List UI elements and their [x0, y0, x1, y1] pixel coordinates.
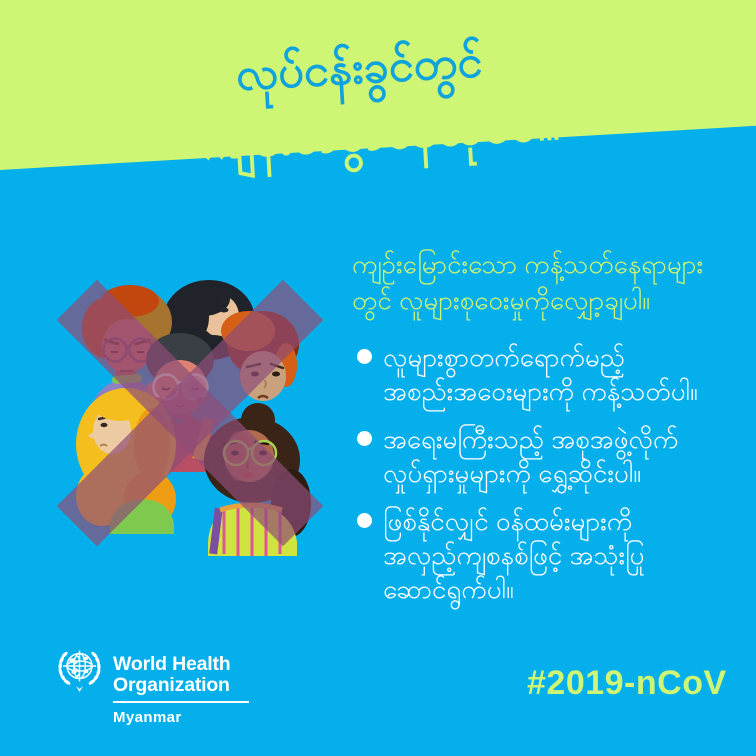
intro-text: ကျဉ်းမြောင်းသော ကန့်သတ်နေရာများတွင် လူများစုဝေးမှုကိုလျှော့ချပါ။	[352, 249, 704, 315]
who-divider	[113, 701, 249, 703]
bullet-text: အရေးမကြီးသည့် အစုအဖွဲ့လိုက် လှုပ်ရှားမှုများကို ရွှေ့ဆိုင်းပါ။	[383, 424, 679, 488]
bullet-list	[352, 340, 734, 606]
who-wordmark	[113, 648, 249, 726]
bullet-dot-icon	[357, 349, 372, 364]
campaign-hashtag: #2019-nCoV	[527, 664, 727, 702]
who-emblem-icon	[56, 648, 103, 698]
bullet-text: လူများစွာတက်ရောက်မည့် အစည်းအဝေးများကို ကန့်သတ်ပါ။	[383, 342, 698, 406]
body-content	[352, 246, 734, 620]
bullet-dot-icon	[357, 431, 372, 446]
who-logo	[56, 648, 249, 726]
title-line-1: လုပ်ငန်းခွင်တွင်	[234, 35, 484, 100]
who-name-line2: Organization	[113, 674, 230, 696]
title-line-2: ကျန်းမာစွာနေထိုင်ပါ။	[198, 96, 561, 170]
who-country-label: Myanmar	[113, 709, 182, 726]
bullet-dot-icon	[357, 513, 372, 528]
bullet-text: ဖြစ်နိုင်လျှင် ဝန်ထမ်းများကို အလှည့်ကျစနစ်ဖြင့် အသုံးပြုဆောင်ရွက်ပါ။	[383, 506, 645, 604]
who-name-line1: World Health	[113, 653, 231, 675]
bullet-item	[352, 340, 734, 408]
bullet-item	[352, 504, 734, 606]
crossed-out-crowd-illustration	[52, 272, 324, 556]
bullet-item	[352, 422, 734, 490]
